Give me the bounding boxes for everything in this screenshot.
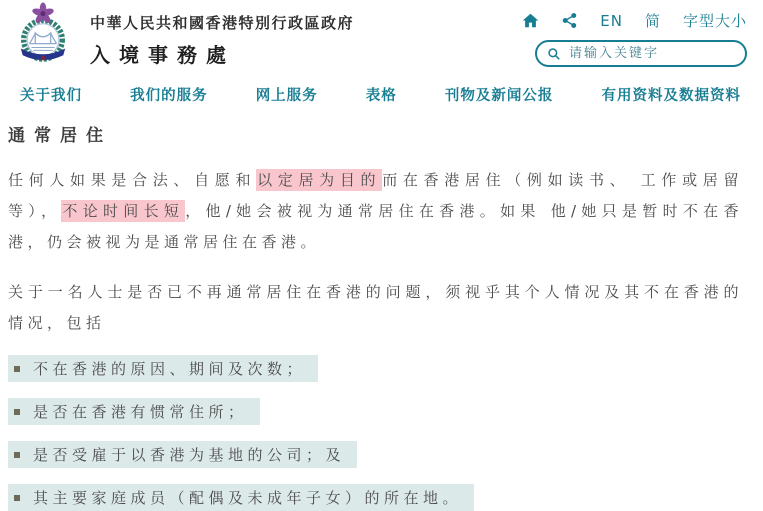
immd-emblem-icon — [14, 4, 72, 64]
page-title: 通常居住 — [8, 126, 112, 146]
department-title: 入境事務處 — [90, 43, 235, 67]
header-right — [522, 4, 747, 67]
list-item — [8, 441, 743, 468]
main-navigation — [0, 68, 763, 105]
nav-item-about-us[interactable]: 关于我们 — [20, 88, 82, 104]
nav-item-useful-information[interactable]: 有用资料及数据资料 — [601, 88, 741, 104]
font-size-link[interactable]: 字型大小 — [682, 12, 747, 30]
factors-list — [8, 355, 743, 511]
search-box[interactable] — [535, 40, 747, 67]
search-input[interactable] — [569, 46, 735, 61]
home-icon[interactable] — [522, 12, 539, 29]
bullet-icon — [14, 409, 20, 415]
list-item-text: 是否在香港有惯常住所； — [33, 403, 248, 421]
immd-logo[interactable] — [14, 4, 72, 64]
header-titles — [90, 4, 354, 68]
paragraph-ordinary-residence: 任何人如果是合法、自愿和以定居为目的而在香港居住（例如读书、 工作或居留等），不论时间长短，他/她会被视为通常居住在香港。如果 他/她只是暂时不在香港，仍会被视为是通常居住在香港。 — [8, 171, 743, 251]
nav-item-our-services[interactable]: 我们的服务 — [130, 88, 208, 104]
nav-item-publications-press[interactable]: 刊物及新闻公报 — [444, 88, 554, 104]
list-item — [8, 398, 743, 425]
language-en-link[interactable]: EN — [600, 11, 623, 30]
bullet-icon — [14, 495, 20, 501]
list-item — [8, 484, 743, 511]
list-item-text: 其主要家庭成员（配偶及未成年子女）的所在地。 — [33, 489, 463, 507]
paragraph-factors-intro: 关于一名人士是否已不再通常居住在香港的问题，须视乎其个人情况及其不在香港的情况，包括 — [8, 283, 743, 332]
site-header — [0, 0, 763, 68]
nav-item-forms[interactable]: 表格 — [365, 88, 397, 104]
list-item-text: 不在香港的原因、期间及次数； — [33, 360, 307, 378]
government-title: 中華人民共和國香港特別行政區政府 — [90, 14, 355, 32]
search-icon[interactable] — [547, 47, 561, 61]
utility-bar — [522, 10, 747, 31]
main-content — [0, 105, 763, 511]
share-icon[interactable] — [561, 12, 578, 29]
bullet-icon — [14, 366, 20, 372]
highlighted-text: 不论时间长短 — [62, 202, 185, 220]
list-item-text: 是否受雇于以香港为基地的公司；及 — [33, 446, 346, 464]
highlighted-text: 以定居为目的 — [257, 171, 382, 189]
bullet-icon — [14, 452, 20, 458]
nav-item-online-services[interactable]: 网上服务 — [255, 88, 318, 104]
list-item — [8, 355, 743, 382]
language-simplified-link[interactable]: 简 — [644, 12, 661, 30]
